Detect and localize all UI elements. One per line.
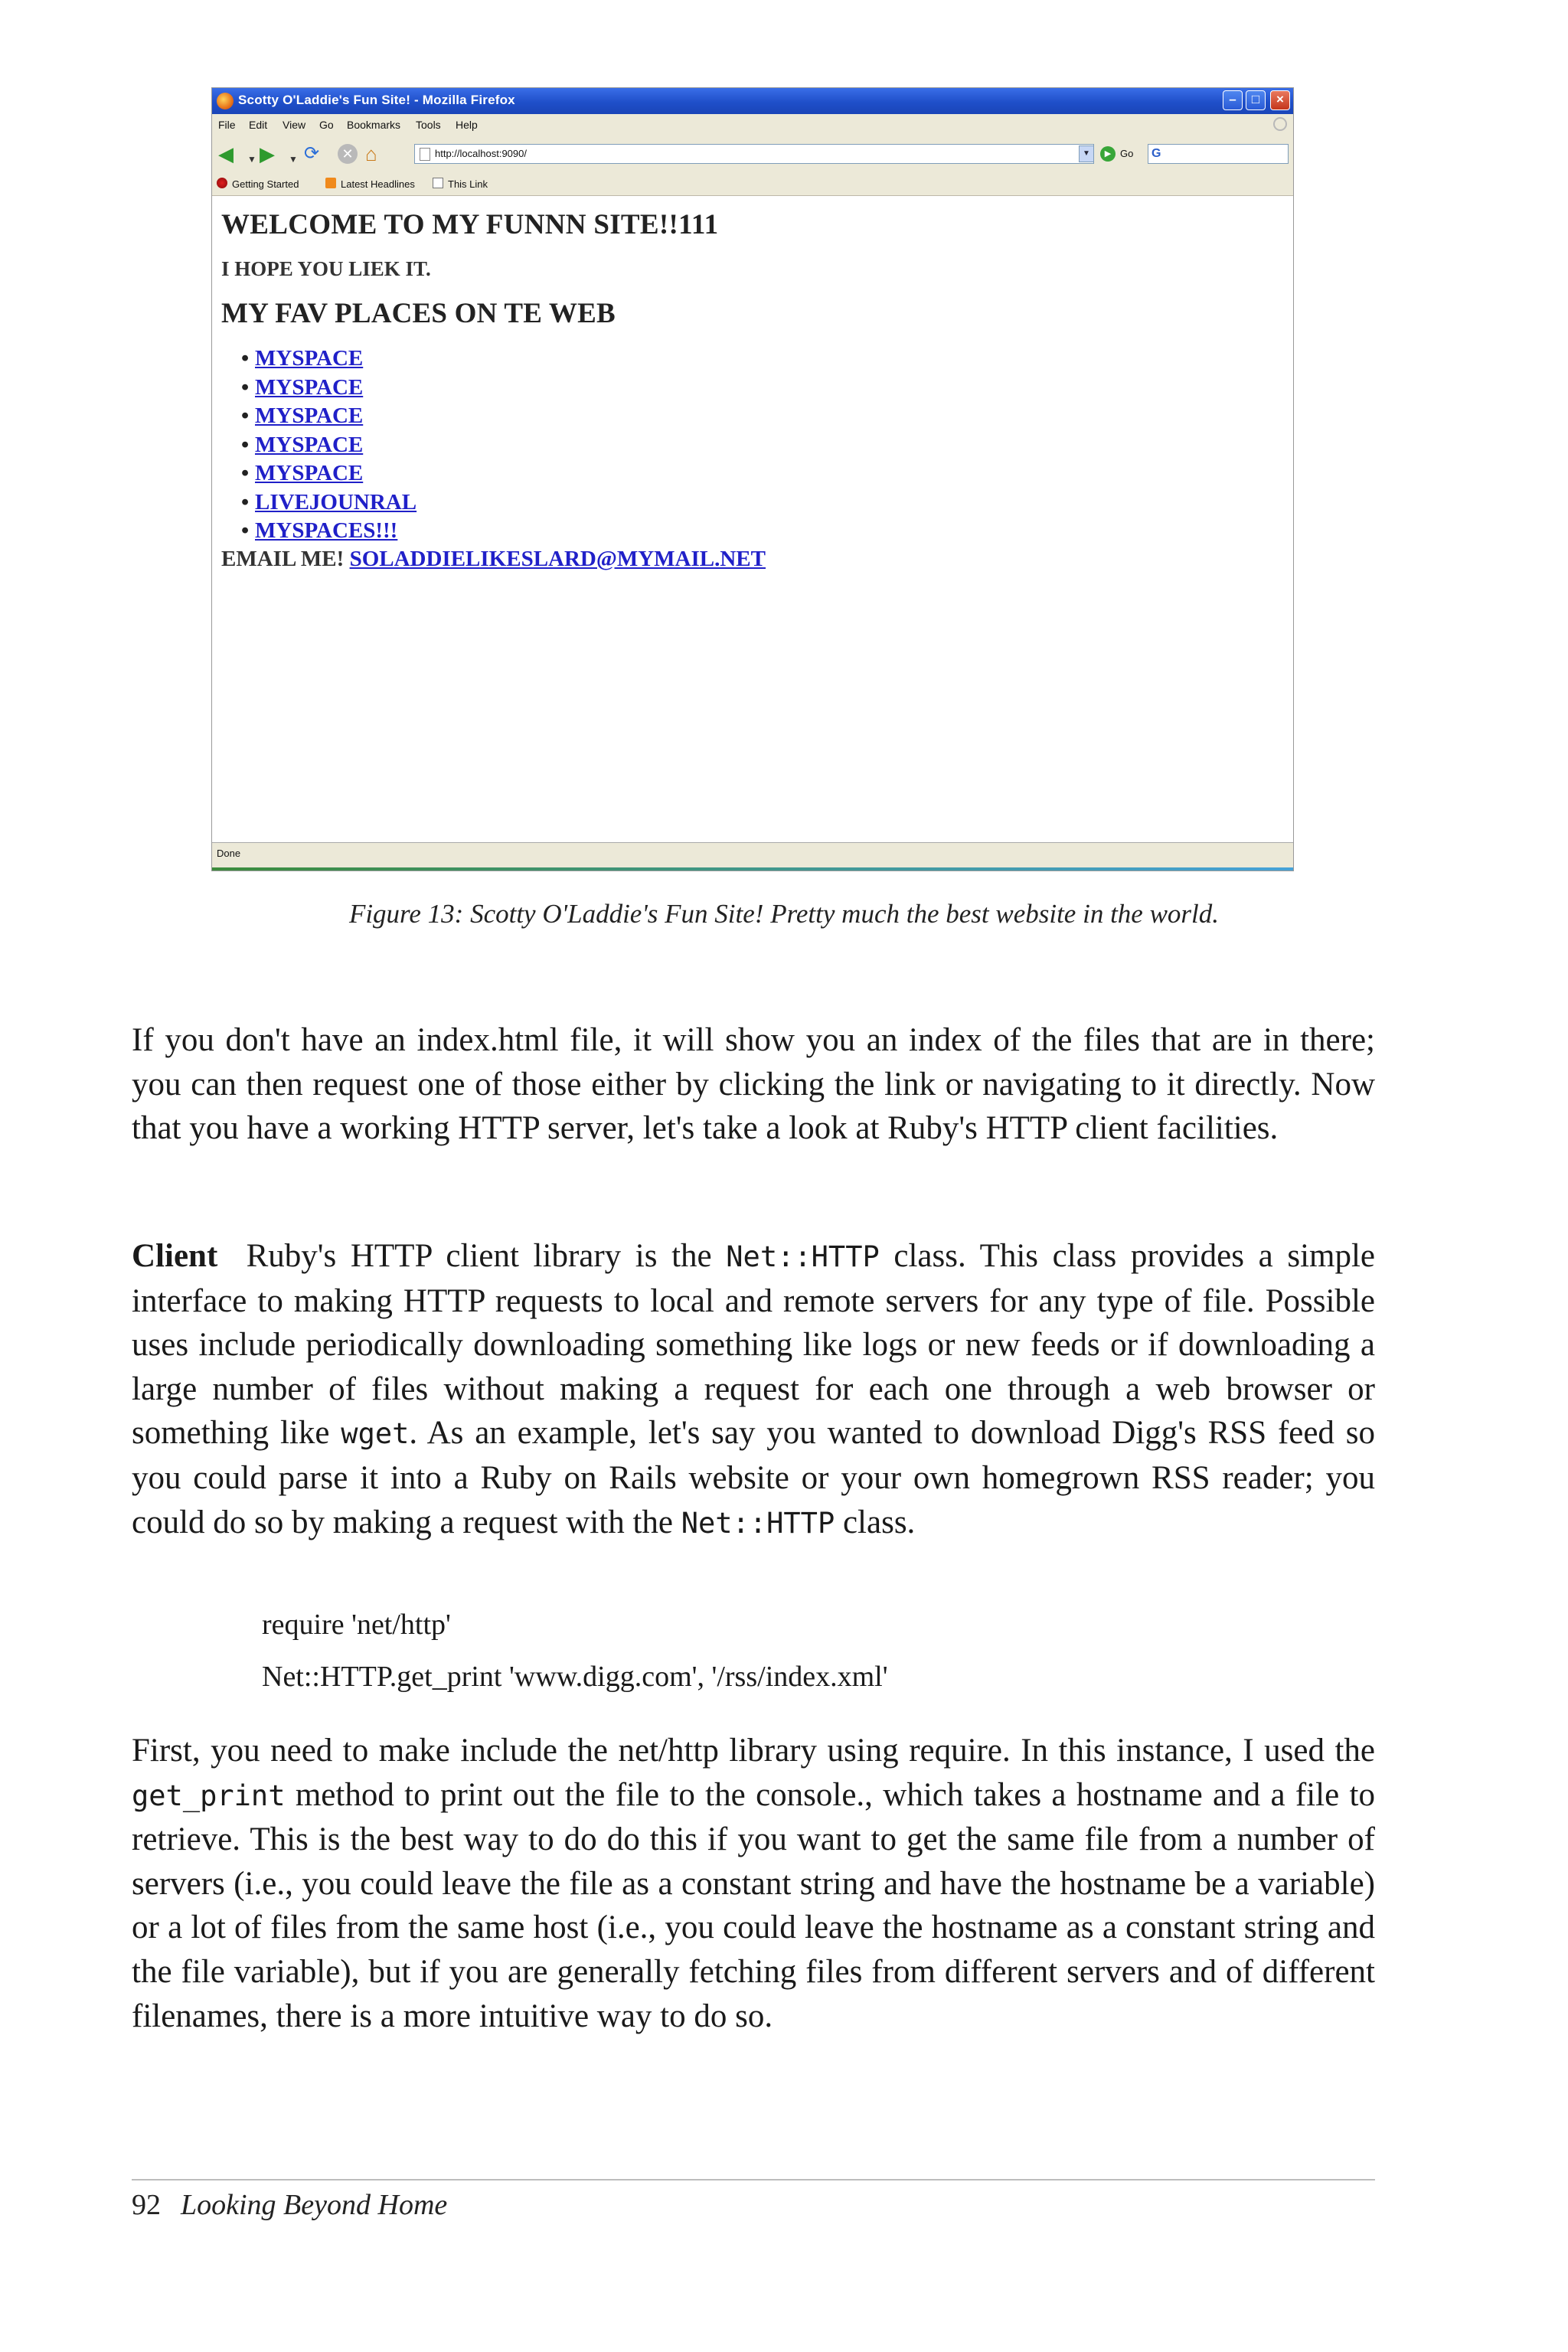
page-footer <box>132 2188 447 2222</box>
paragraph-index-file: If you don't have an index.html file, it will show you an index of the files that are in there; you can then request one of those either by clicking the link or navigating to it directly. Now that you have a working HTTP server, let's take a look at Ruby's HTTP client facilities. <box>132 1022 1375 1147</box>
link-myspace-2[interactable]: MYSPACE <box>255 374 364 400</box>
site-heading: WELCOME TO MY FUNNN SITE!!111 <box>221 209 719 240</box>
window-title: Scotty O'Laddie's Fun Site! - Mozilla Firefox <box>238 93 515 107</box>
menu-bar <box>212 114 1293 136</box>
link-livejournal[interactable]: LIVEJOUNRAL <box>255 489 417 514</box>
list-item: • MYSPACE <box>241 403 364 428</box>
inline-code: Net::HTTP <box>726 1240 880 1273</box>
home-icon[interactable]: ⌂ <box>365 142 377 165</box>
email-line <box>221 547 766 572</box>
list-item: • MYSPACE <box>241 374 364 400</box>
menu-tools[interactable]: Tools <box>416 119 441 131</box>
getting-started-icon <box>217 178 227 188</box>
list-item: • LIVEJOUNRAL <box>241 489 417 514</box>
email-prefix: EMAIL ME! <box>221 547 345 571</box>
link-myspace-1[interactable]: MYSPACE <box>255 346 364 371</box>
menu-bookmarks[interactable]: Bookmarks <box>347 119 401 131</box>
forward-dropdown-icon[interactable]: ▼ <box>289 154 298 165</box>
minimize-button[interactable]: – <box>1223 90 1243 110</box>
reload-icon[interactable]: ⟳ <box>304 143 320 164</box>
paragraph-text: . As an example, let's say you wanted to download Digg's RSS feed so you could parse it into a Ruby on Rails website or your own homegrown RSS reader; you could do so by making a request with the <box>132 1415 1375 1540</box>
address-url: http://localhost:9090/ <box>435 148 527 159</box>
firefox-icon <box>217 93 234 109</box>
bookmark-latest-headlines[interactable]: Latest Headlines <box>341 178 415 190</box>
bookmark-page-icon <box>433 178 443 188</box>
url-dropdown-icon[interactable]: ▼ <box>1079 145 1094 162</box>
paragraph-text: Ruby's HTTP client library is the <box>246 1238 727 1274</box>
client-run-in-heading: Client <box>132 1238 218 1274</box>
menu-view[interactable]: View <box>283 119 306 131</box>
menu-edit[interactable]: Edit <box>249 119 268 131</box>
browser-screenshot-figure <box>211 87 1294 871</box>
paragraph-text: class. This class provides a simple interface to making HTTP requests to local and remote servers for any type of file. Possible uses include periodically downloading something like logs or new feeds or if downloading a large number of files without making a request for each one through a web browser or something like <box>132 1238 1375 1452</box>
back-dropdown-icon[interactable]: ▼ <box>247 154 256 165</box>
bookmark-this-link[interactable]: This Link <box>448 178 488 190</box>
search-input[interactable] <box>1148 144 1289 164</box>
status-stripe <box>212 867 1293 871</box>
address-bar[interactable] <box>414 144 1094 164</box>
link-myspace-4[interactable]: MYSPACE <box>255 432 364 457</box>
link-myspace-5[interactable]: MYSPACE <box>255 461 364 485</box>
paragraph-text: class. <box>835 1504 916 1540</box>
status-bar <box>212 842 1293 871</box>
maximize-button[interactable]: □ <box>1246 90 1266 110</box>
list-item: • MYSPACE <box>241 461 364 485</box>
list-item: • MYSPACE <box>241 346 364 371</box>
site-subheading: I HOPE YOU LIEK IT. <box>221 257 431 280</box>
figure-caption: Figure 13: Scotty O'Laddie's Fun Site! Pretty much the best website in the world. <box>348 899 1220 929</box>
window-titlebar <box>212 88 1293 114</box>
list-item: • MYSPACES!!! <box>241 518 398 543</box>
paragraph-get-print <box>132 1729 1375 2038</box>
inline-code: wget <box>341 1417 410 1451</box>
page-viewport <box>212 196 1293 843</box>
close-button[interactable]: × <box>1270 90 1290 110</box>
status-text: Done <box>217 848 241 859</box>
paragraph-client <box>132 1234 1375 1545</box>
email-link[interactable]: SOLADDIELIKESLARD@MYMAIL.NET <box>349 547 766 571</box>
page-icon <box>420 148 430 161</box>
menu-go[interactable]: Go <box>319 119 334 131</box>
bookmarks-toolbar <box>212 172 1293 196</box>
google-search-icon: G <box>1152 147 1161 160</box>
stop-icon[interactable]: ✕ <box>338 144 358 164</box>
code-line-require: require 'net/http' <box>262 1609 451 1641</box>
menu-file[interactable]: File <box>218 119 236 131</box>
paragraph-text: First, you need to make include the net/http library using require. In this instance, I used the <box>132 1733 1375 1769</box>
back-arrow-icon[interactable]: ◀ <box>218 142 234 165</box>
throbber-icon <box>1273 117 1287 131</box>
go-arrow-icon[interactable]: ▶ <box>1100 146 1116 162</box>
page-number: 92 <box>132 2189 161 2221</box>
favorite-links-list <box>241 345 416 546</box>
rss-feed-icon <box>325 178 336 188</box>
navigation-toolbar <box>212 136 1293 173</box>
code-line-get-print: Net::HTTP.get_print 'www.digg.com', '/rss/index.xml' <box>262 1661 888 1693</box>
forward-arrow-icon[interactable]: ▶ <box>260 142 275 165</box>
inline-code: Net::HTTP <box>681 1506 835 1540</box>
list-item: • MYSPACE <box>241 432 364 457</box>
inline-code: get_print <box>132 1779 286 1812</box>
menu-help[interactable]: Help <box>456 119 478 131</box>
paragraph-text: method to print out the file to the console., which takes a hostname and a file to retrieve. This is the best way to do do this if you want to get the same file from a number of servers (i.e., you could leave the file as a constant string and have the hostname be a variable) or a lot of files from the same host (i.e., you could leave the hostname as a constant string and the file variable), but if you are generally fetching files from different servers and of different filenames, there is a more intuitive way to do so. <box>132 1776 1375 2034</box>
footer-rule <box>132 2179 1375 2180</box>
bookmark-getting-started[interactable]: Getting Started <box>232 178 299 190</box>
link-myspaces[interactable]: MYSPACES!!! <box>255 518 398 543</box>
go-button-label[interactable]: Go <box>1120 148 1134 159</box>
site-section-heading: MY FAV PLACES ON TE WEB <box>221 298 616 329</box>
running-title: Looking Beyond Home <box>181 2189 448 2221</box>
link-myspace-3[interactable]: MYSPACE <box>255 403 364 428</box>
